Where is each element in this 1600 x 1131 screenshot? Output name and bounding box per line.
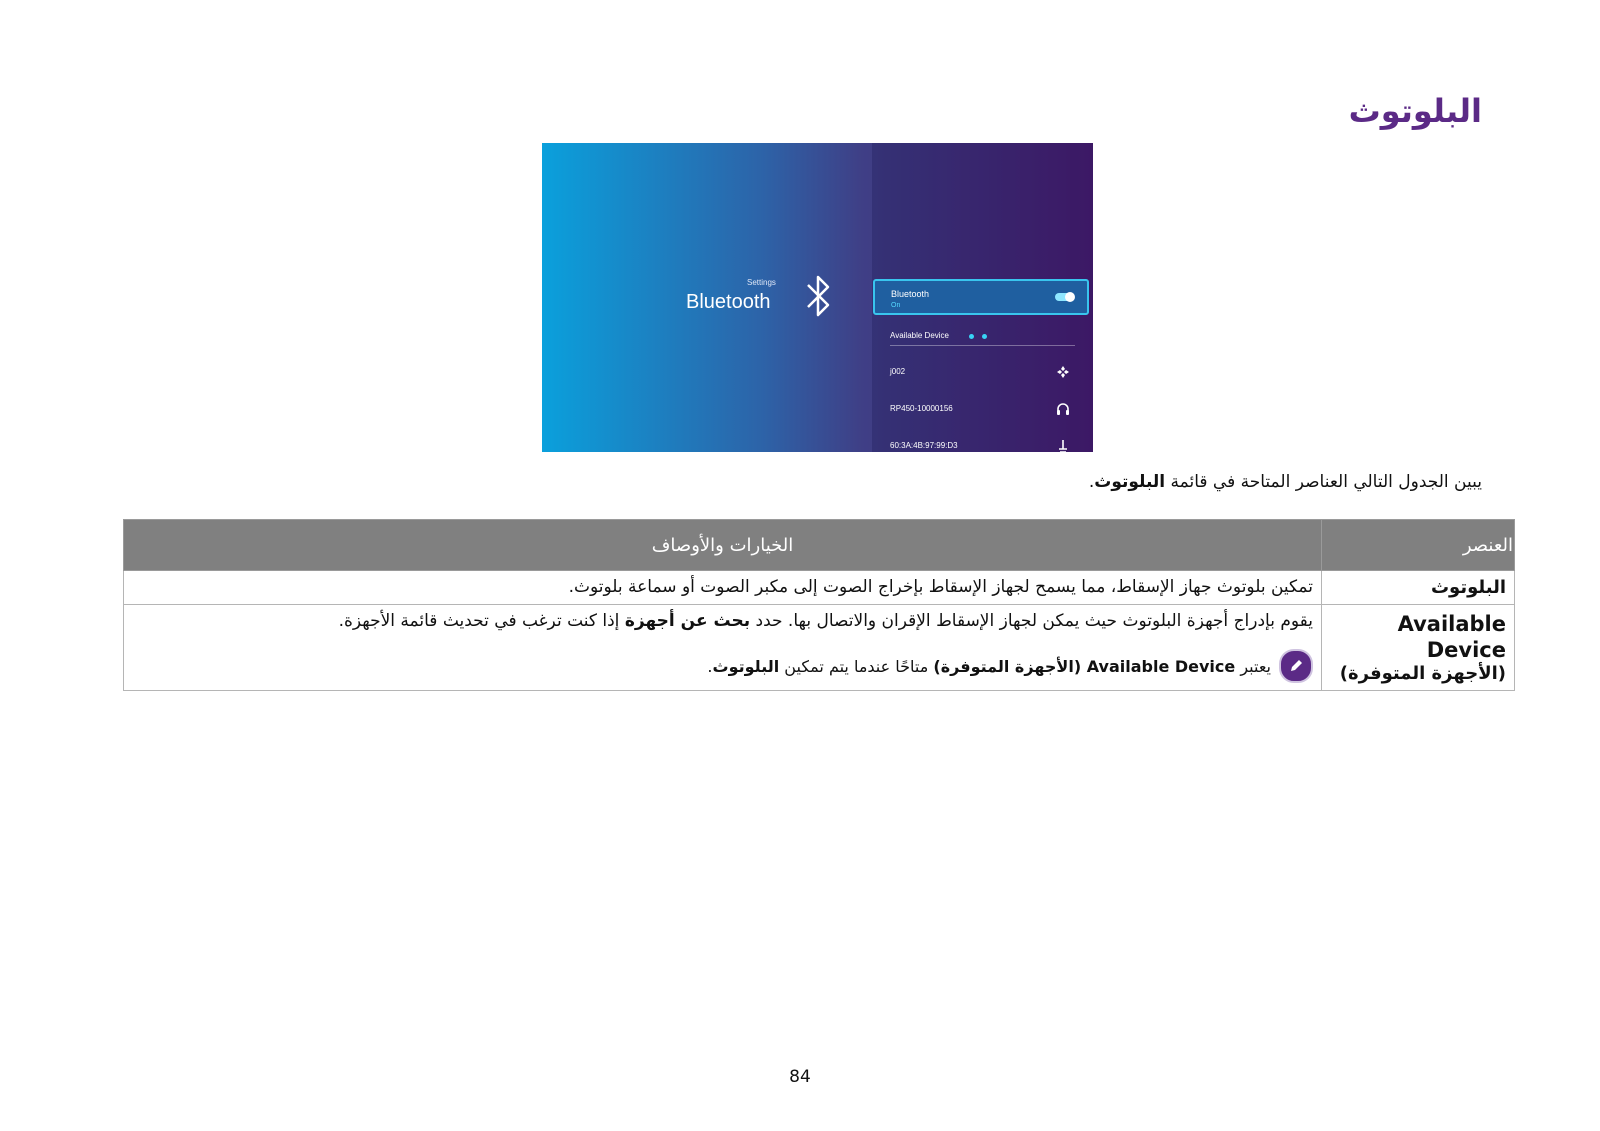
description-part1: يقوم بإدراج أجهزة البلوتوث حيث يمكن لجهاز الإسقاط الإقران والاتصال بها. حدد	[750, 611, 1313, 631]
scanning-dot-icon	[969, 334, 974, 339]
available-device-label: Available Device	[890, 331, 949, 340]
gamepad-icon	[1056, 365, 1070, 379]
row-element-bluetooth	[1322, 571, 1515, 605]
description-bold: بحث عن أجهزة	[624, 611, 751, 631]
device-item-j002[interactable]: j002	[890, 367, 906, 376]
row-description: تمكين بلوتوث جهاز الإسقاط، مما يسمح لجهاز الإسقاط بإخراج الصوت إلى مكبر الصوت أو سماعة بلوتوث.	[124, 571, 1322, 605]
settings-label: Settings	[747, 278, 776, 287]
description-part2: إذا كنت ترغب في تحديث قائمة الأجهزة.	[338, 611, 625, 631]
scanning-dot-icon	[982, 334, 987, 339]
toggle-knob	[1065, 292, 1075, 302]
table-row	[124, 571, 1515, 605]
page-title: البلوتوث	[1348, 92, 1482, 130]
row-element-available-device	[1322, 605, 1515, 691]
bluetooth-icon	[804, 271, 834, 321]
intro-text-bold: البلوتوث	[1094, 472, 1166, 492]
intro-text-end: .	[1088, 472, 1095, 492]
description-text	[132, 611, 1313, 631]
note-bold2: البلوتوث	[712, 656, 780, 676]
divider	[890, 345, 1075, 346]
element-label: البلوتوث	[1430, 577, 1506, 598]
headphones-icon	[1056, 402, 1070, 416]
device-item-rp450[interactable]: RP450-10000156	[890, 404, 953, 413]
note-bold: Available Device (الأجهزة المتوفرة)	[933, 656, 1236, 676]
note-part1: يعتبر	[1235, 656, 1271, 676]
bluetooth-settings-screenshot	[542, 143, 1093, 452]
element-label-ar: (الأجهزة المتوفرة)	[1339, 663, 1506, 684]
header-element: العنصر	[1322, 520, 1515, 571]
device-item-mac[interactable]: 60:3A:4B:97:99:D3	[890, 441, 958, 450]
intro-text-main: يبين الجدول التالي العناصر المتاحة في قائمة	[1165, 472, 1482, 492]
bluetooth-toggle-row[interactable]	[873, 279, 1089, 315]
table-row	[124, 605, 1515, 691]
note-end: .	[707, 656, 713, 676]
pencil-note-icon	[1279, 649, 1313, 683]
device-icon	[1056, 439, 1070, 452]
page-number: 84	[789, 1067, 811, 1087]
bluetooth-toggle-state: On	[891, 302, 901, 309]
element-label-en: Available Device	[1397, 612, 1506, 662]
bluetooth-toggle-switch[interactable]	[1055, 293, 1073, 301]
note-part2: متاحًا عندما يتم تمكين	[779, 656, 934, 676]
intro-text	[1089, 472, 1482, 492]
note-text	[707, 657, 1271, 676]
row-description	[124, 605, 1322, 691]
options-table	[123, 519, 1515, 691]
note	[132, 649, 1313, 683]
bluetooth-toggle-label: Bluetooth	[891, 289, 930, 299]
bluetooth-heading: Bluetooth	[686, 291, 771, 313]
table-header-row	[124, 520, 1515, 571]
header-options: الخيارات والأوصاف	[124, 520, 1322, 571]
